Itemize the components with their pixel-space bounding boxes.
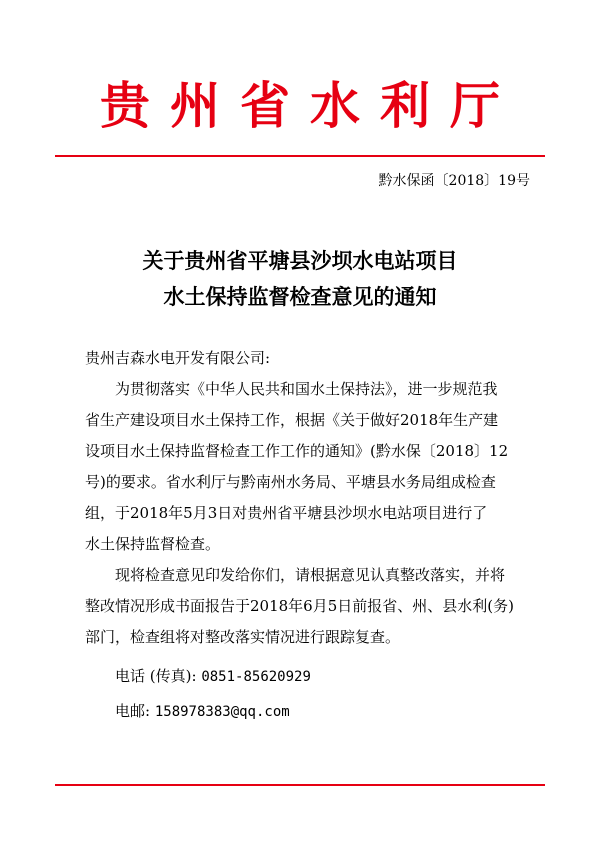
- phone-label: 电话 (传真):: [115, 667, 197, 685]
- email-line: [115, 701, 290, 722]
- phone-value: 0851-85620929: [201, 669, 311, 685]
- addressee: 贵州吉森水电开发有限公司:: [85, 349, 271, 367]
- document-number: 黔水保函〔2018〕19号: [378, 173, 530, 189]
- paragraph-2-line-2: 整改情况形成书面报告于2018年6月5日前报省、州、县水利(务): [85, 597, 514, 615]
- phone-line: [115, 666, 311, 687]
- document-title-line-1: 关于贵州省平塘县沙坝水电站项目: [142, 248, 458, 273]
- footer-red-rule: [55, 784, 545, 786]
- agency-title: 贵州省水利厅: [100, 76, 520, 135]
- header-red-rule: [55, 155, 545, 157]
- paragraph-1-line-2: 省生产建设项目水土保持工作，根据《关于做好2018年生产建: [85, 411, 499, 429]
- document-body: [85, 343, 525, 653]
- paragraph-1-line-1: 为贯彻落实《中华人民共和国水土保持法》，进一步规范我: [115, 380, 498, 398]
- paragraph-2-line-1: 现将检查意见印发给你们，请根据意见认真整改落实，并将: [115, 566, 506, 584]
- document-title-line-2: 水土保持监督检查意见的通知: [163, 284, 437, 309]
- paragraph-1-line-5: 组，于2018年5月3日对贵州省平塘县沙坝水电站项目进行了: [85, 504, 488, 522]
- paragraph-1-line-3: 设项目水土保持监督检查工作工作的通知》(黔水保〔2018〕12: [85, 442, 509, 460]
- email-label: 电邮:: [115, 702, 151, 720]
- paragraph-1-line-4: 号)的要求。省水利厅与黔南州水务局、平塘县水务局组成检查: [85, 473, 496, 491]
- paragraph-2-line-3: 部门，检查组将对整改落实情况进行跟踪复查。: [85, 628, 401, 646]
- email-value: 158978383@qq.com: [154, 704, 290, 720]
- paragraph-1-line-6: 水土保持监督检查。: [85, 535, 221, 553]
